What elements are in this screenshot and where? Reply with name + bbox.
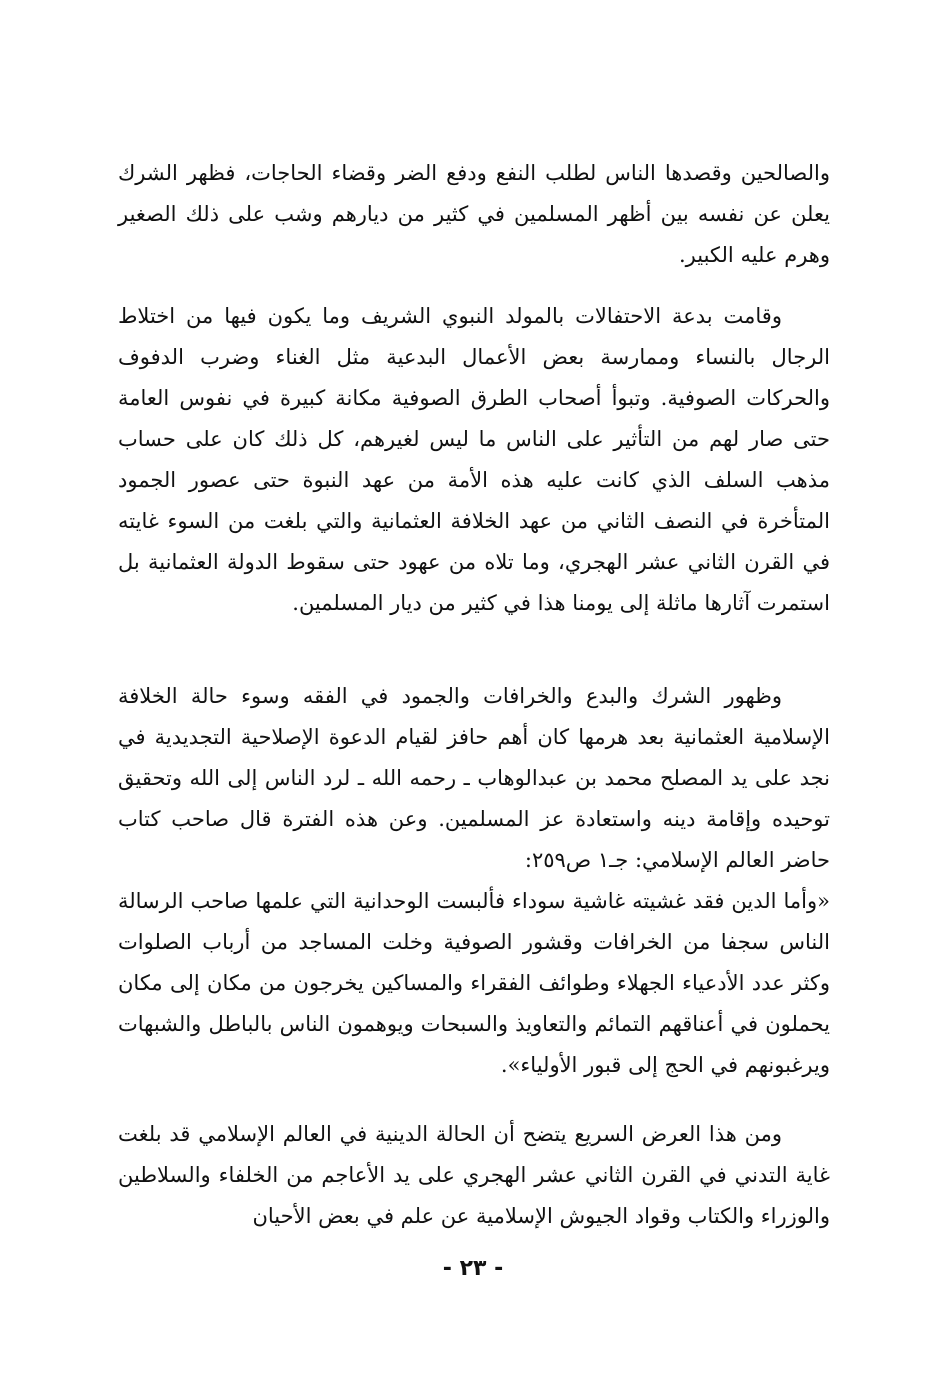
block-quote: «وأما الدين فقد غشيته غاشية سوداء فألبست الوحدانية التي علمها صاحب الرسالة الناس سجفا من الخرافات وقشور الصوفية وخلت المساجد من أرباب الصلوات وكثر عدد الأدعياء الجهلاء وطوائف الفقراء والمساكين يخرجون من مكان إلى مكان يحملون في أعناقهم التمائم والتعاويذ والسبحات ويوهمون الناس بالباطل والشبهات ويرغبونهم في الحج إلى قبور الأولياء». (118, 889, 830, 1077)
paragraph-1: والصالحين وقصدها الناس لطلب النفع ودفع الضر وقضاء الحاجات، فظهر الشرك يعلن عن نفسه بين أظهر المسلمين في كثير من ديارهم وشب على ذلك الصغير وهرم عليه الكبير. (118, 161, 830, 267)
paragraph-2: وقامت بدعة الاحتفالات بالمولد النبوي الشريف وما يكون فيها من اختلاط الرجال بالنساء وممارسة بعض الأعمال البدعية مثل الغناء وضرب الدفوف والحركات الصوفية. وتبوأ أصحاب الطرق الصوفية مكانة كبيرة في نفوس العامة حتى صار لهم من التأثير على الناس ما ليس لغيرهم، كل ذلك كان على حساب مذهب السلف الذي كانت عليه هذه الأمة من عهد النبوة حتى عصور الجمود المتأخرة في النصف الثاني من عهد الخلافة العثمانية والتي بلغت من السوء غايته في القرن الثاني عشر الهجري، وما تلاه من عهود حتى سقوط الدولة العثمانية بل استمرت آثارها ماثلة إلى يومنا هذا في كثير من ديار المسلمين. (118, 304, 830, 615)
paragraph-3: وظهور الشرك والبدع والخرافات والجمود في الفقه وسوء حالة الخلافة الإسلامية العثمانية بعد هرمها كان أهم حافز لقيام الدعوة الإصلاحية التجديدية في نجد على يد المصلح محمد بن عبدالوهاب ـ رحمه الله ـ لرد الناس إلى الله وتحقيق توحيده وإقامة دينه واستعادة عز المسلمين. وعن هذه الفترة قال صاحب كتاب حاضر العالم الإسلامي: جـ١ ص٢٥٩: (118, 684, 830, 872)
page-number: - ٢٣ - (442, 1256, 504, 1281)
paragraph-4: ومن هذا العرض السريع يتضح أن الحالة الدينية في العالم الإسلامي قد بلغت غاية التدني في القرن الثاني عشر الهجري على يد الأعاجم من الخلفاء والسلاطين والوزراء والكتاب وقواد الجيوش الإسلامية عن علم في بعض الأحيان (118, 1122, 830, 1228)
